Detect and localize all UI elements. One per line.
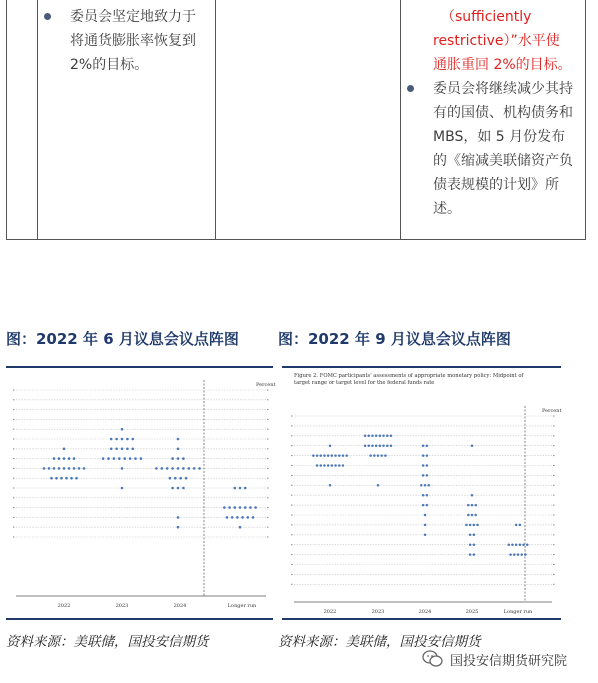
bullet-icon bbox=[407, 85, 414, 92]
dot bbox=[239, 526, 242, 529]
tick-mark bbox=[13, 507, 15, 508]
tick-mark bbox=[267, 399, 269, 400]
dot bbox=[379, 444, 382, 447]
dot bbox=[375, 444, 378, 447]
dot bbox=[424, 514, 427, 517]
dot bbox=[345, 454, 348, 457]
tick-mark bbox=[553, 485, 555, 486]
tick-mark bbox=[267, 429, 269, 430]
dot bbox=[115, 448, 118, 451]
dot bbox=[252, 516, 255, 519]
tick-mark bbox=[291, 495, 293, 496]
dot bbox=[65, 477, 68, 480]
col3-red-line: （sufficiently bbox=[441, 9, 532, 25]
dot bbox=[247, 516, 250, 519]
dot bbox=[254, 506, 257, 509]
dot bbox=[474, 514, 477, 517]
tick-mark bbox=[267, 527, 269, 528]
dot bbox=[320, 464, 323, 467]
dot bbox=[513, 553, 516, 556]
figure-title-june: 图：2022 年 6 月议息会议点阵图 bbox=[6, 330, 239, 348]
dot bbox=[377, 454, 380, 457]
bullet-icon bbox=[44, 13, 51, 20]
tick-mark bbox=[13, 517, 15, 518]
dot bbox=[327, 454, 330, 457]
dot bbox=[312, 454, 315, 457]
dot bbox=[426, 454, 429, 457]
dot bbox=[426, 494, 429, 497]
dot bbox=[424, 524, 427, 527]
tick-mark bbox=[553, 554, 555, 555]
tick-mark bbox=[267, 468, 269, 469]
dot bbox=[382, 444, 385, 447]
dot bbox=[471, 444, 474, 447]
dot bbox=[177, 467, 180, 470]
dot bbox=[53, 457, 56, 460]
tick-mark bbox=[291, 515, 293, 516]
dot bbox=[422, 444, 425, 447]
dot bbox=[329, 444, 332, 447]
tick-mark bbox=[553, 435, 555, 436]
tick-mark bbox=[267, 507, 269, 508]
dot bbox=[121, 438, 124, 441]
dot bbox=[244, 506, 247, 509]
tick-mark bbox=[267, 497, 269, 498]
dot bbox=[179, 477, 182, 480]
tick-mark bbox=[291, 534, 293, 535]
dot bbox=[522, 543, 525, 546]
dot bbox=[60, 477, 63, 480]
dot bbox=[55, 477, 58, 480]
dot bbox=[386, 435, 389, 438]
tick-mark bbox=[291, 564, 293, 565]
dot bbox=[226, 516, 229, 519]
dot bbox=[73, 457, 76, 460]
col3-line: 债表规模的计划》所 bbox=[433, 177, 559, 193]
col3-red-line: restrictive）”水平使 bbox=[433, 33, 560, 49]
dot bbox=[121, 487, 124, 490]
dot-plot-september-svg bbox=[282, 368, 561, 618]
dot bbox=[422, 504, 425, 507]
tick-mark bbox=[553, 584, 555, 585]
dot bbox=[427, 484, 430, 487]
dot bbox=[342, 464, 345, 467]
dot bbox=[166, 467, 169, 470]
dot bbox=[386, 444, 389, 447]
dot bbox=[474, 504, 477, 507]
dot bbox=[371, 444, 374, 447]
dot bbox=[43, 467, 46, 470]
dot bbox=[520, 553, 523, 556]
dot bbox=[471, 494, 474, 497]
dot bbox=[188, 467, 191, 470]
tick-mark bbox=[267, 458, 269, 459]
dot bbox=[375, 435, 378, 438]
watermark-text: 国投安信期货研究院 bbox=[450, 653, 568, 669]
tick-mark bbox=[267, 409, 269, 410]
dot bbox=[126, 448, 129, 451]
dot bbox=[320, 454, 323, 457]
dot bbox=[424, 534, 427, 537]
tick-mark bbox=[553, 465, 555, 466]
tick-mark bbox=[13, 419, 15, 420]
tick-mark bbox=[291, 425, 293, 426]
figure-title-september: 图：2022 年 9 月议息会议点阵图 bbox=[278, 330, 511, 348]
dot bbox=[371, 435, 374, 438]
dot bbox=[63, 448, 66, 451]
dot bbox=[422, 474, 425, 477]
dot bbox=[231, 516, 234, 519]
dot bbox=[338, 464, 341, 467]
tick-mark bbox=[13, 429, 15, 430]
dot bbox=[377, 484, 380, 487]
dot bbox=[174, 477, 177, 480]
tick-mark bbox=[291, 416, 293, 417]
dot bbox=[155, 467, 158, 470]
dot bbox=[422, 454, 425, 457]
tick-mark bbox=[13, 537, 15, 538]
dot bbox=[171, 457, 174, 460]
dot bbox=[134, 457, 137, 460]
x-tick-label: 2023 bbox=[115, 603, 129, 609]
dot bbox=[331, 454, 334, 457]
tick-mark bbox=[291, 554, 293, 555]
tick-mark bbox=[291, 455, 293, 456]
dot bbox=[369, 454, 372, 457]
tick-mark bbox=[13, 439, 15, 440]
x-tick-label: 2022 bbox=[323, 609, 337, 615]
dot bbox=[161, 467, 164, 470]
x-tick-label: 2022 bbox=[57, 603, 71, 609]
tick-mark bbox=[13, 497, 15, 498]
dot bbox=[422, 464, 425, 467]
dot bbox=[68, 467, 71, 470]
dot bbox=[121, 467, 124, 470]
tick-mark bbox=[291, 445, 293, 446]
dot bbox=[118, 457, 121, 460]
dot bbox=[469, 534, 472, 537]
col1-line: 委员会坚定地致力于 bbox=[70, 9, 196, 25]
table-divider bbox=[37, 0, 38, 239]
tick-mark bbox=[553, 544, 555, 545]
col3-red-line: 通胀重回 2%的目标。 bbox=[433, 57, 572, 73]
dot bbox=[239, 487, 242, 490]
dot bbox=[182, 487, 185, 490]
dot bbox=[239, 506, 242, 509]
tick-mark bbox=[267, 419, 269, 420]
dot bbox=[68, 457, 71, 460]
dot bbox=[473, 524, 476, 527]
x-tick-label: Longer run bbox=[227, 603, 257, 609]
tick-mark bbox=[553, 495, 555, 496]
tick-mark bbox=[267, 478, 269, 479]
tick-mark bbox=[13, 399, 15, 400]
dot bbox=[473, 543, 476, 546]
dot bbox=[110, 438, 113, 441]
col3-line: 委员会将继续减少其持 bbox=[433, 81, 573, 97]
dot bbox=[426, 464, 429, 467]
source-note-june: 资料来源：美联储，国投安信期货 bbox=[6, 634, 209, 650]
tick-mark bbox=[291, 544, 293, 545]
tick-mark bbox=[291, 485, 293, 486]
x-tick-label: Longer run bbox=[503, 609, 533, 615]
dot bbox=[126, 438, 129, 441]
dot bbox=[368, 444, 371, 447]
dot bbox=[508, 543, 511, 546]
dot bbox=[476, 524, 479, 527]
tick-mark bbox=[553, 455, 555, 456]
watermark bbox=[422, 648, 567, 670]
dot bbox=[473, 534, 476, 537]
dot bbox=[511, 543, 514, 546]
tick-mark bbox=[291, 475, 293, 476]
dot bbox=[169, 477, 172, 480]
dot bbox=[78, 467, 81, 470]
dot bbox=[132, 448, 135, 451]
dot bbox=[384, 454, 387, 457]
col1-line: 2%的目标。 bbox=[70, 57, 149, 73]
tick-mark bbox=[291, 435, 293, 436]
dot bbox=[364, 435, 367, 438]
tick-mark bbox=[553, 445, 555, 446]
dot bbox=[53, 467, 56, 470]
tick-mark bbox=[553, 425, 555, 426]
dot bbox=[334, 454, 337, 457]
dot bbox=[234, 487, 237, 490]
dot-plot-september bbox=[282, 366, 561, 620]
dot bbox=[465, 524, 468, 527]
dot bbox=[75, 477, 78, 480]
dot bbox=[519, 524, 522, 527]
dot bbox=[469, 543, 472, 546]
dot bbox=[58, 457, 61, 460]
x-tick-label: 2024 bbox=[418, 609, 432, 615]
tick-mark bbox=[553, 564, 555, 565]
dot bbox=[234, 506, 237, 509]
tick-mark bbox=[13, 527, 15, 528]
tick-mark bbox=[291, 574, 293, 575]
tick-mark bbox=[267, 488, 269, 489]
tick-mark bbox=[553, 574, 555, 575]
tick-mark bbox=[13, 468, 15, 469]
dot bbox=[524, 553, 527, 556]
tick-mark bbox=[13, 478, 15, 479]
dot bbox=[316, 454, 319, 457]
tick-mark bbox=[267, 439, 269, 440]
dot bbox=[342, 454, 345, 457]
tick-mark bbox=[291, 505, 293, 506]
dot bbox=[123, 457, 126, 460]
dot bbox=[380, 454, 383, 457]
tick-mark bbox=[13, 458, 15, 459]
dot bbox=[171, 487, 174, 490]
dot bbox=[424, 484, 427, 487]
dot bbox=[58, 467, 61, 470]
dot bbox=[241, 516, 244, 519]
dot bbox=[73, 467, 76, 470]
tick-mark bbox=[13, 448, 15, 449]
tick-mark bbox=[553, 475, 555, 476]
dot bbox=[469, 553, 472, 556]
dot bbox=[334, 464, 337, 467]
chart-unit-label: Percent bbox=[256, 382, 276, 388]
dot bbox=[526, 543, 529, 546]
dot bbox=[185, 477, 188, 480]
dot bbox=[83, 467, 86, 470]
dot bbox=[426, 444, 429, 447]
dot bbox=[390, 435, 393, 438]
dot bbox=[517, 553, 520, 556]
dot bbox=[132, 438, 135, 441]
dot bbox=[50, 477, 53, 480]
table-divider bbox=[400, 0, 401, 239]
tick-mark bbox=[553, 505, 555, 506]
tick-mark bbox=[267, 390, 269, 391]
dot bbox=[63, 457, 66, 460]
dot bbox=[177, 438, 180, 441]
x-tick-label: 2025 bbox=[465, 609, 479, 615]
dot bbox=[177, 516, 180, 519]
chart-title: Figure 2. FOMC participants' assessments of appropriate monetary policy: Midpoint of target range or target level for the federal funds rate bbox=[294, 373, 524, 386]
dot bbox=[327, 464, 330, 467]
dot bbox=[364, 444, 367, 447]
tick-mark bbox=[267, 537, 269, 538]
dot bbox=[368, 435, 371, 438]
tick-mark bbox=[553, 524, 555, 525]
dot bbox=[316, 464, 319, 467]
dot bbox=[177, 457, 180, 460]
dot bbox=[379, 435, 382, 438]
dot bbox=[390, 444, 393, 447]
dot bbox=[515, 543, 518, 546]
dot bbox=[107, 457, 110, 460]
dot bbox=[509, 553, 512, 556]
dot bbox=[469, 524, 472, 527]
dot bbox=[426, 474, 429, 477]
tick-mark bbox=[13, 390, 15, 391]
dot bbox=[249, 506, 252, 509]
dot bbox=[338, 454, 341, 457]
dot bbox=[70, 477, 73, 480]
col3-line: 有的国债、机构债务和 bbox=[433, 105, 573, 121]
dot bbox=[182, 457, 185, 460]
dot bbox=[177, 487, 180, 490]
tick-mark bbox=[13, 409, 15, 410]
dot bbox=[63, 467, 66, 470]
dot bbox=[129, 457, 132, 460]
x-tick-label: 2024 bbox=[173, 603, 187, 609]
dot bbox=[473, 553, 476, 556]
tick-mark bbox=[13, 488, 15, 489]
dot bbox=[113, 457, 116, 460]
dot bbox=[373, 454, 376, 457]
dot bbox=[471, 504, 474, 507]
chart-unit-label: Percent bbox=[542, 408, 562, 414]
dot bbox=[110, 448, 113, 451]
dot bbox=[236, 516, 239, 519]
wechat-icon bbox=[422, 650, 444, 668]
dot bbox=[467, 504, 470, 507]
dot bbox=[182, 467, 185, 470]
dot bbox=[519, 543, 522, 546]
dot bbox=[223, 506, 226, 509]
dot bbox=[382, 435, 385, 438]
dot bbox=[515, 524, 518, 527]
dot bbox=[198, 467, 201, 470]
dot bbox=[331, 464, 334, 467]
dot bbox=[102, 457, 105, 460]
tick-mark bbox=[291, 584, 293, 585]
table-divider bbox=[215, 0, 216, 239]
tick-mark bbox=[291, 524, 293, 525]
dot bbox=[140, 457, 143, 460]
dot bbox=[121, 428, 124, 431]
col3-line: 述。 bbox=[433, 201, 461, 217]
dot bbox=[171, 467, 174, 470]
dot bbox=[121, 448, 124, 451]
dot-plot-june bbox=[6, 366, 276, 620]
source-note-september: 资料来源：美联储，国投安信期货 bbox=[278, 634, 481, 650]
tick-mark bbox=[267, 517, 269, 518]
dot bbox=[228, 506, 231, 509]
dot bbox=[420, 484, 423, 487]
dot-plot-june-svg bbox=[6, 368, 276, 618]
dot bbox=[193, 467, 196, 470]
dot bbox=[177, 448, 180, 451]
dot bbox=[115, 438, 118, 441]
col1-line: 将通货膨胀率恢复到 bbox=[70, 33, 196, 49]
dot bbox=[177, 526, 180, 529]
x-tick-label: 2023 bbox=[371, 609, 385, 615]
tick-mark bbox=[291, 465, 293, 466]
tick-mark bbox=[553, 515, 555, 516]
col3-line: MBS，如 5 月份发布 bbox=[433, 129, 566, 145]
col3-line: 的《缩减美联储资产负 bbox=[433, 153, 573, 169]
dot bbox=[467, 514, 470, 517]
dot bbox=[329, 484, 332, 487]
dot bbox=[244, 487, 247, 490]
dot bbox=[426, 504, 429, 507]
tick-mark bbox=[267, 448, 269, 449]
dot bbox=[422, 494, 425, 497]
dot bbox=[48, 467, 51, 470]
dot bbox=[323, 464, 326, 467]
dot bbox=[471, 514, 474, 517]
dot bbox=[323, 454, 326, 457]
tick-mark bbox=[553, 416, 555, 417]
tick-mark bbox=[553, 534, 555, 535]
